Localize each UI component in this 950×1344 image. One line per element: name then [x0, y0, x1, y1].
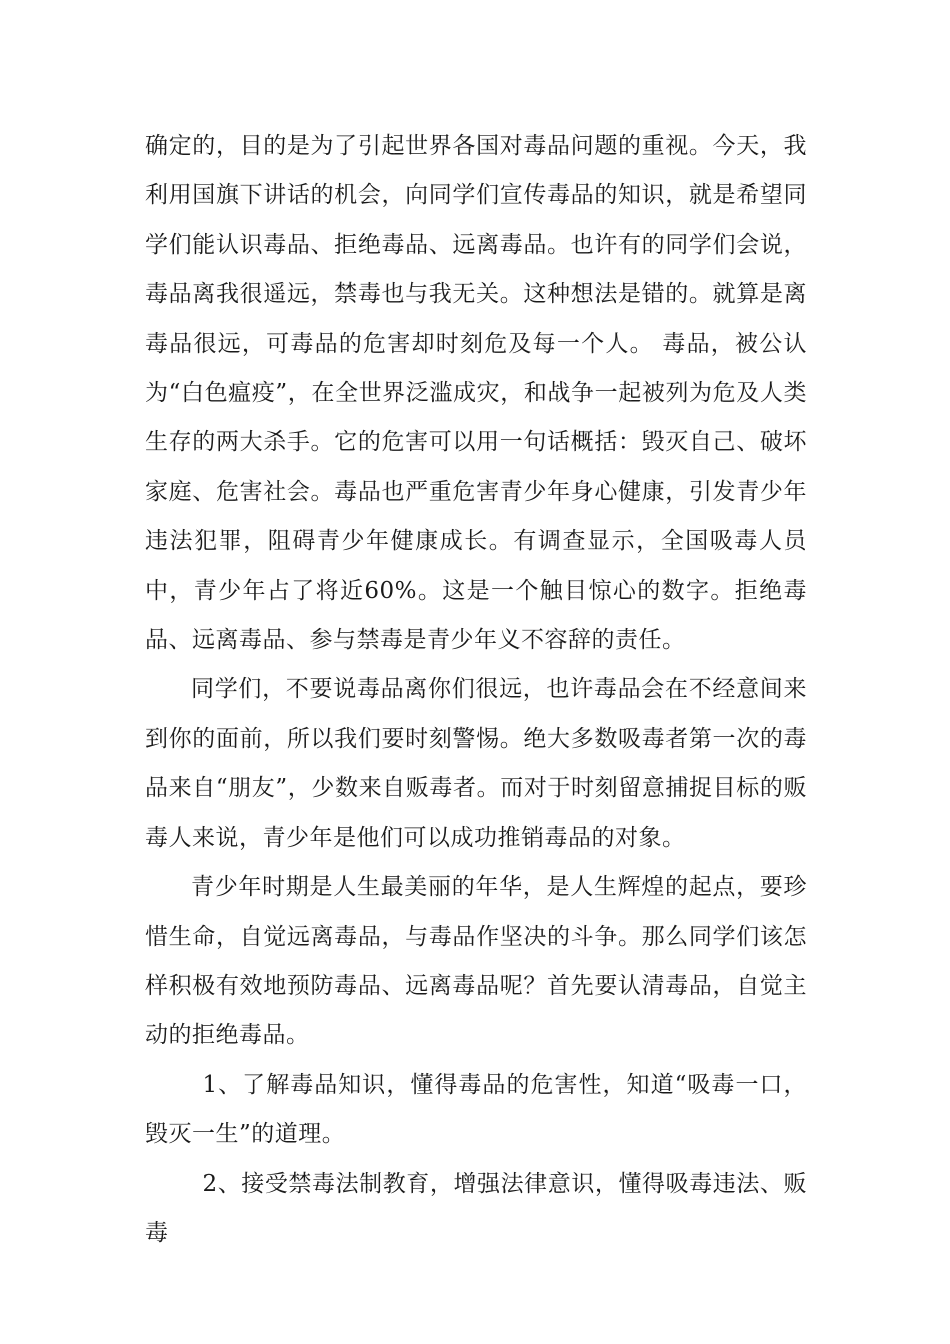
paragraph-2: 同学们，不要说毒品离你们很远，也许毒品会在不经意间来到你的面前，所以我们要时刻警惕。绝大多数吸毒者第一次的毒品来自“朋友”，少数来自贩毒者。而对于时刻留意捕捉目标的贩毒人来说，青少年是他们可以成功推销毒品的对象。 — [145, 676, 807, 851]
list-item-2: 2、接受禁毒法制教育，增强法律意识，懂得吸毒违法、贩毒 — [145, 1170, 807, 1246]
document-body — [145, 122, 807, 1258]
paragraph-3: 青少年时期是人生最美丽的年华，是人生辉煌的起点，要珍惜生命，自觉远离毒品，与毒品作坚决的斗争。那么同学们该怎样积极有效地预防毒品、远离毒品呢？首先要认清毒品，自觉主动的拒绝毒品。 — [145, 874, 807, 1049]
paragraph-1: 确定的，目的是为了引起世界各国对毒品问题的重视。今天，我利用国旗下讲话的机会，向同学们宣传毒品的知识，就是希望同学们能认识毒品、拒绝毒品、远离毒品。也许有的同学们会说，毒品离我很遥远，禁毒也与我无关。这种想法是错的。就算是离毒品很远，可毒品的危害却时刻危及每一个人。 毒品，被公认为“白色瘟疫”，在全世界泛滥成灾，和战争一起被列为危及人类生存的两大杀手。它的危害可以用一句话概括：毁灭自己、破坏家庭、危害社会。毒品也严重危害青少年身心健康，引发青少年违法犯罪，阻碍青少年健康成长。有调查显示，全国吸毒人员中，青少年占了将近60%。这是一个触目惊心的数字。拒绝毒品、远离毒品、参与禁毒是青少年义不容辞的责任。 — [145, 133, 807, 654]
list-item-1: 1、了解毒品知识，懂得毒品的危害性，知道“吸毒一口，毁灭一生”的道理。 — [145, 1071, 807, 1148]
